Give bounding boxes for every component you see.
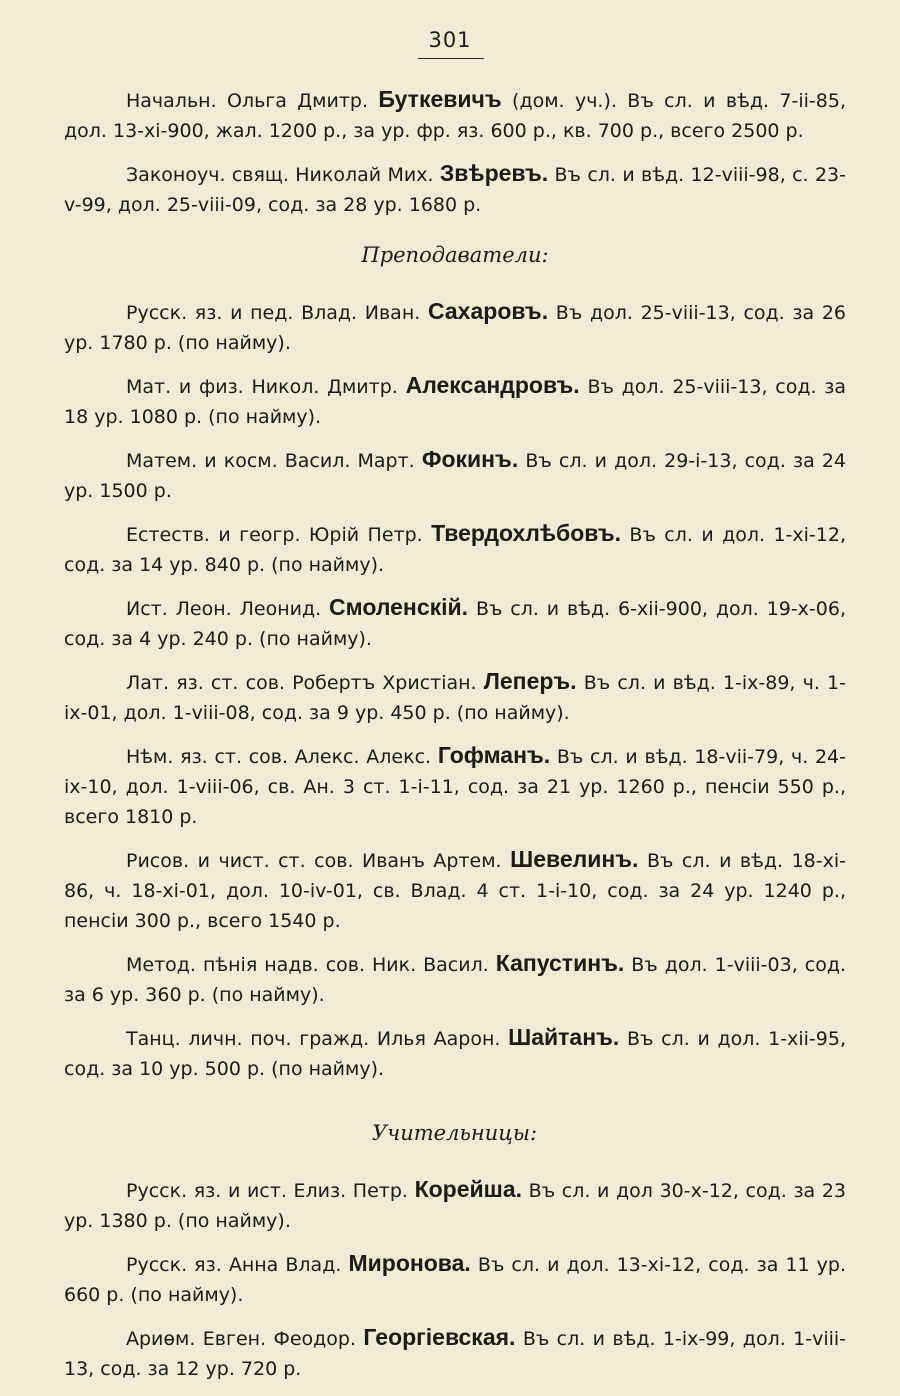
entry-surname: Миронова. (348, 1250, 471, 1276)
section-heading-women-teachers: Учительницы: (372, 1121, 538, 1145)
entry-teacher (64, 518, 846, 580)
entry-text: Въ дол. 25-viii-13, сод. за 26 ур. 1780 р. (по найму). (64, 302, 847, 354)
entry-headmistress (64, 84, 846, 146)
entry-surname: Фокинъ. (421, 446, 519, 472)
entry-text: Въ сл. и дол. 29-i-13, сод. за 24 ур. 1500 р. (64, 450, 846, 502)
entry-surname: Смоленскій. (329, 594, 469, 620)
entry-surname: Леперъ. (483, 668, 577, 694)
entry-text: Начальн. Ольга Дмитр. (126, 90, 368, 112)
entry-text: Въ сл. и вѣд. 12-viii-98, с. 23-v-99, дол. 25-viii-09, сод. за 28 ур. 1680 р. (64, 164, 846, 216)
entry-text: Танц. личн. поч. гражд. Илья Аарон. (126, 1028, 501, 1050)
entry-text: Ариѳм. Евген. Феодор. (126, 1328, 357, 1350)
entry-text: Въ сл. и вѣд. 6-xii-900, дол. 19-x-06, сод. за 4 ур. 240 р. (по найму). (64, 598, 846, 650)
entry-text: Русск. яз. Анна Влад. (126, 1254, 342, 1276)
entry-surname: Капустинъ. (495, 950, 625, 976)
entry-teacher (64, 592, 846, 654)
entry-teacher (64, 370, 846, 432)
entry-text: Лат. яз. ст. сов. Робертъ Христіан. (126, 672, 477, 694)
entry-text: Русск. яз. и пед. Влад. Иван. (126, 302, 421, 324)
entry-surname: Георгіевская. (363, 1324, 516, 1350)
entry-text: Нѣм. яз. ст. сов. Алекс. Алекс. (126, 746, 432, 768)
entry-teacher (64, 844, 846, 936)
entry-surname: Буткевичъ (378, 86, 502, 112)
entry-surname: Сахаровъ. (428, 298, 549, 324)
entry-teacher (64, 948, 846, 1010)
entry-chaplain (64, 158, 846, 220)
entry-woman-teacher (64, 1248, 846, 1310)
entry-text: Естеств. и геогр. Юрій Петр. (126, 524, 423, 546)
entry-text: Матем. и косм. Васил. Март. (126, 450, 415, 472)
entry-surname: Шайтанъ. (508, 1024, 620, 1050)
entry-text: Въ сл. и вѣд. 18-vii-79, ч. 24-ix-10, дол. 1-viii-06, св. Ан. 3 ст. 1-i-11, сод. за 21 ур. 1260 р., пенсіи 550 р., всего 1810 р. (64, 746, 846, 828)
page-number: 301 (428, 28, 472, 52)
entry-text: Мат. и физ. Никол. Дмитр. (126, 376, 398, 398)
entry-surname: Корейша. (414, 1176, 522, 1202)
entry-teacher (64, 444, 846, 506)
entry-text: Въ сл. и дол. 13-xi-12, сод. за 11 ур. 660 р. (по найму). (64, 1254, 846, 1306)
entry-text: Въ сл. и вѣд. 1-ix-89, ч. 1-ix-01, дол. 1-viii-08, сод. за 9 ур. 450 р. (по найму). (64, 672, 846, 724)
entry-text: Въ сл. и дол 30-x-12, сод. за 23 ур. 1380 р. (по найму). (64, 1180, 847, 1232)
entry-text: Въ сл. и дол. 1-xi-12, сод. за 14 ур. 840 р. (по найму). (64, 524, 846, 576)
entry-text: Метод. пѣнія надв. сов. Ник. Васил. (126, 954, 489, 976)
entry-text: Въ сл. и вѣд. 1-ix-99, дол. 1-viii-13, сод. за 12 ур. 720 р. (64, 1328, 847, 1380)
entry-surname: Гофманъ. (437, 742, 551, 768)
entry-teacher (64, 1022, 846, 1084)
section-heading-teachers: Преподаватели: (361, 243, 549, 267)
entry-woman-teacher (64, 1322, 846, 1384)
page-number-rule (418, 58, 484, 59)
entry-text: Въ дол. 25-viii-13, сод. за 18 ур. 1080 р. (по найму). (64, 376, 846, 428)
page-content (64, 84, 846, 1396)
entry-text: Законоуч. свящ. Николай Мих. (126, 164, 434, 186)
entry-surname: Александровъ. (405, 372, 580, 398)
entry-surname: Шевелинъ. (510, 846, 639, 872)
entry-surname: Твердохлѣбовъ. (431, 520, 621, 546)
entry-text: Въ сл. и вѣд. 18-xi-86, ч. 18-xi-01, дол. 10-iv-01, св. Влад. 4 ст. 1-i-10, сод. за 24 ур. 1240 р., пенсіи 300 р., всего 1540 р. (64, 850, 846, 932)
entry-text: Русск. яз. и ист. Елиз. Петр. (126, 1180, 408, 1202)
entry-teacher (64, 666, 846, 728)
entry-text: (дом. уч.). Въ сл. и вѣд. 7-ii-85, дол. 13-xi-900, жал. 1200 р., за ур. фр. яз. 600 р., кв. 700 р., всего 2500 р. (64, 90, 846, 142)
entry-woman-teacher (64, 1174, 846, 1236)
entry-text: Ист. Леон. Леонид. (126, 598, 322, 620)
entry-surname: Звѣревъ. (439, 160, 549, 186)
entry-text: Въ дол. 1-viii-03, сод. за 6 ур. 360 р. (по найму). (64, 954, 846, 1006)
entry-teacher (64, 740, 846, 832)
entry-text: Въ сл. и дол. 1-xii-95, сод. за 10 ур. 500 р. (по найму). (64, 1028, 846, 1080)
entry-teacher (64, 296, 846, 358)
entry-text: Рисов. и чист. ст. сов. Иванъ Артем. (126, 850, 502, 872)
